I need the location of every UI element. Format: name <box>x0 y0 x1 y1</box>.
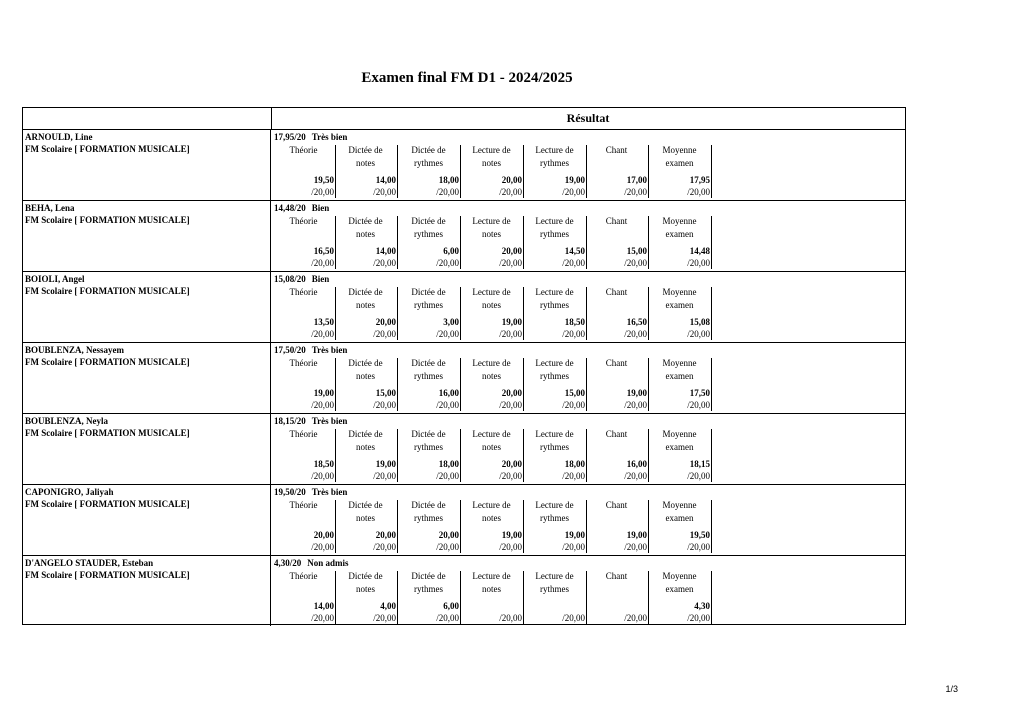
result-summary <box>274 132 347 142</box>
score-column <box>272 287 336 340</box>
column-label: Théorie <box>289 358 318 368</box>
score-column <box>585 287 649 340</box>
score-max: /20,00 <box>687 542 710 552</box>
score-max: /20,00 <box>562 471 585 481</box>
score-value: 15,00 <box>564 388 585 398</box>
column-label: Lecture de <box>535 287 574 297</box>
column-label: Lecture de <box>472 429 511 439</box>
column-sublabel: rythmes <box>414 513 443 523</box>
score-max: /20,00 <box>436 400 459 410</box>
score-column <box>334 571 398 624</box>
score-max: /20,00 <box>562 329 585 339</box>
column-sublabel: notes <box>356 300 375 310</box>
column-label: Dictée de <box>411 216 446 226</box>
score-max: /20,00 <box>624 258 647 268</box>
student-name: CAPONIGRO, Jaliyah <box>25 487 114 497</box>
score-value: 14,48 <box>689 246 710 256</box>
results-table <box>22 107 906 625</box>
score-value: 18,50 <box>313 459 334 469</box>
score-max: /20,00 <box>311 542 334 552</box>
score-max: /20,00 <box>436 471 459 481</box>
result-cell <box>272 342 905 413</box>
total-score: 18,15/20 <box>274 416 306 426</box>
column-label: Chant <box>605 429 628 439</box>
score-value: 15,08 <box>689 317 710 327</box>
score-value: 3,00 <box>443 317 459 327</box>
column-label: Moyenne <box>662 571 697 581</box>
score-value: 13,50 <box>313 317 334 327</box>
score-value: 19,50 <box>313 175 334 185</box>
score-max: /20,00 <box>499 329 522 339</box>
total-score: 14,48/20 <box>274 203 306 213</box>
table-row <box>23 200 905 272</box>
score-column <box>272 429 336 482</box>
column-sublabel: rythmes <box>540 158 569 168</box>
score-value: 18,00 <box>438 459 459 469</box>
score-column <box>272 500 336 553</box>
column-label: Lecture de <box>535 216 574 226</box>
score-value: 16,50 <box>626 317 647 327</box>
result-summary <box>274 558 349 568</box>
student-course: FM Scolaire [ FORMATION MUSICALE] <box>25 357 190 367</box>
score-value: 19,00 <box>375 459 396 469</box>
score-max: /20,00 <box>499 542 522 552</box>
column-label: Moyenne <box>662 500 697 510</box>
student-cell <box>23 555 271 626</box>
score-value: 19,50 <box>689 530 710 540</box>
score-value: 19,00 <box>501 317 522 327</box>
score-column <box>648 429 712 482</box>
column-sublabel: examen <box>665 513 694 523</box>
score-max: /20,00 <box>499 258 522 268</box>
student-course: FM Scolaire [ FORMATION MUSICALE] <box>25 286 190 296</box>
score-value: 4,30 <box>694 601 710 611</box>
column-sublabel: examen <box>665 584 694 594</box>
student-name: BOUBLENZA, Nessayem <box>25 345 125 355</box>
column-sublabel: notes <box>356 513 375 523</box>
column-label: Moyenne <box>662 216 697 226</box>
column-label: Chant <box>605 571 628 581</box>
column-sublabel: examen <box>665 229 694 239</box>
column-label: Lecture de <box>472 571 511 581</box>
score-column <box>397 216 461 269</box>
column-label: Lecture de <box>535 358 574 368</box>
result-summary <box>274 487 347 497</box>
column-sublabel: notes <box>356 584 375 594</box>
score-max: /20,00 <box>687 187 710 197</box>
score-max: /20,00 <box>311 613 334 623</box>
score-value: 14,00 <box>375 246 396 256</box>
score-value: 19,00 <box>313 388 334 398</box>
score-column <box>334 287 398 340</box>
score-value: 19,00 <box>626 388 647 398</box>
column-label: Dictée de <box>411 287 446 297</box>
column-sublabel: rythmes <box>540 513 569 523</box>
column-label: Dictée de <box>411 500 446 510</box>
column-label: Chant <box>605 500 628 510</box>
score-column <box>397 429 461 482</box>
result-cell <box>272 271 905 342</box>
score-max: /20,00 <box>624 542 647 552</box>
score-column <box>397 145 461 198</box>
score-max: /20,00 <box>311 471 334 481</box>
score-value: 18,00 <box>438 175 459 185</box>
column-label: Lecture de <box>472 287 511 297</box>
column-label: Chant <box>605 216 628 226</box>
score-column <box>460 500 524 553</box>
document-title: Examen final FM D1 - 2024/2025 <box>361 70 573 86</box>
column-label: Dictée de <box>348 500 383 510</box>
column-sublabel: examen <box>665 300 694 310</box>
student-course: FM Scolaire [ FORMATION MUSICALE] <box>25 570 190 580</box>
column-sublabel: rythmes <box>414 158 443 168</box>
table-row <box>23 484 905 556</box>
score-column <box>648 287 712 340</box>
column-sublabel: examen <box>665 371 694 381</box>
score-column <box>648 571 712 624</box>
score-max: /20,00 <box>624 400 647 410</box>
column-label: Dictée de <box>348 358 383 368</box>
column-sublabel: notes <box>482 442 501 452</box>
score-value: 20,00 <box>501 246 522 256</box>
column-sublabel: rythmes <box>414 584 443 594</box>
score-column <box>397 571 461 624</box>
student-name: D'ANGELO STAUDER, Esteban <box>25 558 154 568</box>
score-value: 17,00 <box>626 175 647 185</box>
column-sublabel: notes <box>482 584 501 594</box>
column-sublabel: notes <box>482 300 501 310</box>
column-label: Lecture de <box>535 571 574 581</box>
column-label: Dictée de <box>348 216 383 226</box>
score-column <box>523 145 587 198</box>
mention: Bien <box>311 274 330 284</box>
score-column <box>397 287 461 340</box>
score-max: /20,00 <box>373 471 396 481</box>
column-sublabel: notes <box>356 442 375 452</box>
score-column <box>334 429 398 482</box>
column-label: Lecture de <box>472 358 511 368</box>
score-max: /20,00 <box>499 471 522 481</box>
column-label: Dictée de <box>348 571 383 581</box>
score-column <box>334 145 398 198</box>
column-label: Dictée de <box>411 571 446 581</box>
column-sublabel: notes <box>482 158 501 168</box>
score-value: 20,00 <box>375 317 396 327</box>
column-label: Théorie <box>289 216 318 226</box>
score-value: 14,00 <box>375 175 396 185</box>
score-value: 20,00 <box>501 388 522 398</box>
score-value: 14,00 <box>313 601 334 611</box>
result-cell <box>272 129 905 200</box>
student-cell <box>23 413 271 484</box>
column-label: Dictée de <box>411 145 446 155</box>
column-label: Dictée de <box>348 145 383 155</box>
student-cell <box>23 200 271 271</box>
score-value: 17,95 <box>689 175 710 185</box>
score-column <box>272 358 336 411</box>
column-label: Dictée de <box>348 429 383 439</box>
column-sublabel: notes <box>482 513 501 523</box>
score-value: 14,50 <box>564 246 585 256</box>
score-column <box>334 216 398 269</box>
column-sublabel: notes <box>356 158 375 168</box>
score-max: /20,00 <box>562 400 585 410</box>
score-column <box>523 216 587 269</box>
score-column <box>585 571 649 624</box>
score-value: 20,00 <box>375 530 396 540</box>
score-value: 6,00 <box>443 246 459 256</box>
column-label: Lecture de <box>472 216 511 226</box>
score-max: /20,00 <box>562 187 585 197</box>
table-header <box>23 108 905 130</box>
student-cell <box>23 271 271 342</box>
student-name: BOIOLI, Angel <box>25 274 85 284</box>
column-sublabel: notes <box>356 371 375 381</box>
mention: Très bien <box>311 345 348 355</box>
score-max: /20,00 <box>562 258 585 268</box>
score-column <box>460 287 524 340</box>
mention: Bien <box>311 203 330 213</box>
score-max: /20,00 <box>436 187 459 197</box>
score-column <box>397 358 461 411</box>
score-value: 18,00 <box>564 459 585 469</box>
student-name: BEHA, Lena <box>25 203 75 213</box>
score-max: /20,00 <box>373 400 396 410</box>
column-sublabel: rythmes <box>540 442 569 452</box>
score-max: /20,00 <box>436 613 459 623</box>
score-max: /20,00 <box>687 400 710 410</box>
score-max: /20,00 <box>436 258 459 268</box>
student-cell <box>23 129 271 200</box>
student-cell <box>23 484 271 555</box>
score-value: 19,00 <box>564 530 585 540</box>
total-score: 19,50/20 <box>274 487 306 497</box>
column-sublabel: rythmes <box>540 584 569 594</box>
table-row <box>23 271 905 343</box>
score-max: /20,00 <box>373 187 396 197</box>
score-max: /20,00 <box>562 542 585 552</box>
result-summary <box>274 416 347 426</box>
score-value: 16,00 <box>626 459 647 469</box>
score-max: /20,00 <box>499 613 522 623</box>
score-column <box>523 287 587 340</box>
score-max: /20,00 <box>687 329 710 339</box>
student-course: FM Scolaire [ FORMATION MUSICALE] <box>25 428 190 438</box>
column-label: Dictée de <box>411 429 446 439</box>
score-column <box>523 500 587 553</box>
student-course: FM Scolaire [ FORMATION MUSICALE] <box>25 144 190 154</box>
score-max: /20,00 <box>499 187 522 197</box>
score-value: 18,50 <box>564 317 585 327</box>
score-value: 20,00 <box>313 530 334 540</box>
column-label: Lecture de <box>472 145 511 155</box>
column-label: Théorie <box>289 145 318 155</box>
score-value: 19,00 <box>564 175 585 185</box>
score-column <box>460 429 524 482</box>
score-max: /20,00 <box>373 542 396 552</box>
score-value: 4,00 <box>380 601 396 611</box>
column-label: Dictée de <box>411 358 446 368</box>
result-summary <box>274 203 329 213</box>
column-label: Lecture de <box>472 500 511 510</box>
score-column <box>648 358 712 411</box>
total-score: 4,30/20 <box>274 558 302 568</box>
score-max: /20,00 <box>311 187 334 197</box>
score-column <box>585 429 649 482</box>
mention: Non admis <box>307 558 349 568</box>
score-column <box>272 216 336 269</box>
result-summary <box>274 345 347 355</box>
column-label: Lecture de <box>535 145 574 155</box>
column-label: Moyenne <box>662 429 697 439</box>
column-sublabel: examen <box>665 158 694 168</box>
score-max: /20,00 <box>687 258 710 268</box>
score-max: /20,00 <box>687 613 710 623</box>
score-value: 16,00 <box>438 388 459 398</box>
score-max: /20,00 <box>562 613 585 623</box>
column-label: Lecture de <box>535 500 574 510</box>
column-sublabel: rythmes <box>414 371 443 381</box>
score-value: 20,00 <box>501 175 522 185</box>
column-sublabel: rythmes <box>540 300 569 310</box>
column-label: Chant <box>605 145 628 155</box>
score-value: 19,00 <box>626 530 647 540</box>
table-row <box>23 342 905 414</box>
result-cell <box>272 555 905 626</box>
column-sublabel: rythmes <box>540 229 569 239</box>
column-sublabel: notes <box>482 229 501 239</box>
score-max: /20,00 <box>624 329 647 339</box>
student-cell <box>23 342 271 413</box>
score-column <box>648 500 712 553</box>
score-column <box>648 145 712 198</box>
total-score: 17,50/20 <box>274 345 306 355</box>
column-sublabel: rythmes <box>540 371 569 381</box>
score-column <box>272 145 336 198</box>
result-cell <box>272 200 905 271</box>
score-value: 20,00 <box>501 459 522 469</box>
score-column <box>460 358 524 411</box>
score-max: /20,00 <box>436 329 459 339</box>
score-value: 15,00 <box>375 388 396 398</box>
score-column <box>460 145 524 198</box>
score-max: /20,00 <box>373 613 396 623</box>
score-max: /20,00 <box>687 471 710 481</box>
student-name: BOUBLENZA, Neyla <box>25 416 109 426</box>
table-row <box>23 413 905 485</box>
total-score: 17,95/20 <box>274 132 306 142</box>
total-score: 15,08/20 <box>274 274 306 284</box>
mention: Très bien <box>311 416 348 426</box>
score-max: /20,00 <box>624 471 647 481</box>
score-max: /20,00 <box>499 400 522 410</box>
result-cell <box>272 413 905 484</box>
column-label: Moyenne <box>662 287 697 297</box>
score-column <box>523 358 587 411</box>
column-label: Moyenne <box>662 145 697 155</box>
score-column <box>272 571 336 624</box>
score-value: 6,00 <box>443 601 459 611</box>
header-empty-cell <box>23 108 272 129</box>
score-value: 20,00 <box>438 530 459 540</box>
score-max: /20,00 <box>311 258 334 268</box>
result-cell <box>272 484 905 555</box>
score-max: /20,00 <box>311 329 334 339</box>
page-number: 1/3 <box>945 684 958 694</box>
column-label: Théorie <box>289 571 318 581</box>
score-value: 19,00 <box>501 530 522 540</box>
column-label: Dictée de <box>348 287 383 297</box>
score-column <box>523 571 587 624</box>
column-sublabel: examen <box>665 442 694 452</box>
column-label: Théorie <box>289 429 318 439</box>
mention: Très bien <box>311 487 348 497</box>
score-column <box>585 145 649 198</box>
student-name: ARNOULD, Line <box>25 132 93 142</box>
result-summary <box>274 274 329 284</box>
score-column <box>334 358 398 411</box>
score-column <box>334 500 398 553</box>
column-label: Moyenne <box>662 358 697 368</box>
score-max: /20,00 <box>373 258 396 268</box>
column-sublabel: notes <box>482 371 501 381</box>
column-label: Chant <box>605 358 628 368</box>
score-column <box>460 216 524 269</box>
table-row <box>23 555 905 626</box>
score-column <box>585 216 649 269</box>
score-value: 16,50 <box>313 246 334 256</box>
score-max: /20,00 <box>436 542 459 552</box>
score-column <box>397 500 461 553</box>
column-sublabel: rythmes <box>414 300 443 310</box>
score-column <box>523 429 587 482</box>
column-label: Lecture de <box>535 429 574 439</box>
score-max: /20,00 <box>311 400 334 410</box>
column-sublabel: notes <box>356 229 375 239</box>
score-value: 15,00 <box>626 246 647 256</box>
score-max: /20,00 <box>624 187 647 197</box>
score-column <box>648 216 712 269</box>
result-header: Résultat <box>566 111 610 125</box>
mention: Très bien <box>311 132 348 142</box>
score-column <box>585 500 649 553</box>
score-value: 17,50 <box>689 388 710 398</box>
score-max: /20,00 <box>373 329 396 339</box>
student-course: FM Scolaire [ FORMATION MUSICALE] <box>25 499 190 509</box>
column-label: Théorie <box>289 500 318 510</box>
score-column <box>460 571 524 624</box>
score-column <box>585 358 649 411</box>
column-sublabel: rythmes <box>414 229 443 239</box>
student-course: FM Scolaire [ FORMATION MUSICALE] <box>25 215 190 225</box>
column-sublabel: rythmes <box>414 442 443 452</box>
score-value: 18,15 <box>689 459 710 469</box>
table-row <box>23 129 905 201</box>
column-label: Chant <box>605 287 628 297</box>
column-label: Théorie <box>289 287 318 297</box>
score-max: /20,00 <box>624 613 647 623</box>
